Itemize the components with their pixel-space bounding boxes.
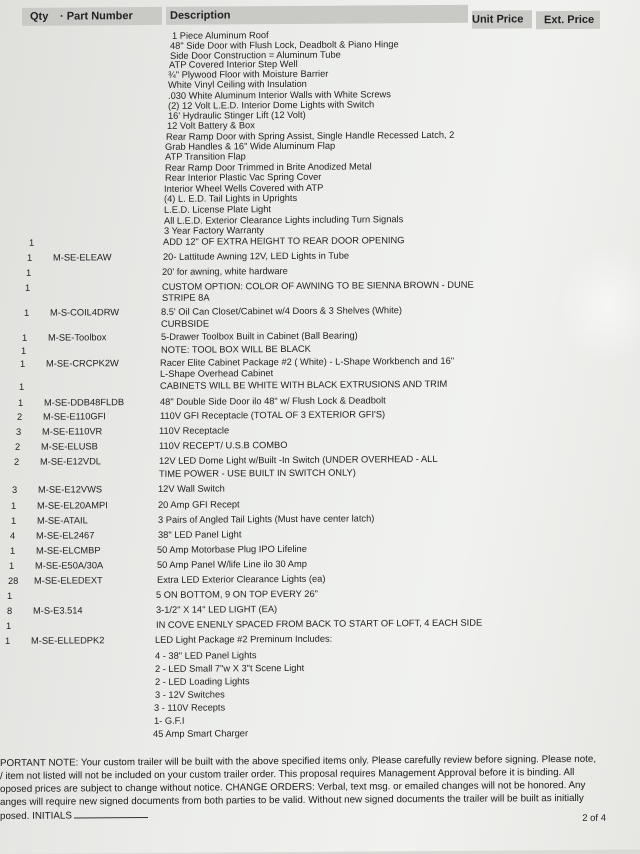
table-row (0, 631, 640, 647)
description-cell: LED Light Package #2 Preminum Includes: (155, 633, 333, 645)
description-cell: 3 Pairs of Angled Tail Lights (Must have center latch) (158, 513, 375, 525)
qty-cell: 1 (19, 381, 25, 392)
table-row (0, 480, 640, 496)
description-cell: L-Shape Overhead Cabinet (160, 368, 274, 379)
description-cell: 8.5' Oil Can Closet/Cabinet w/4 Doors & 3 Shelves (White) (161, 305, 403, 317)
description-cell: 45 Amp Smart Charger (153, 728, 249, 739)
description-cell: All L.E.D. Exterior Clearance Lights including Turn Signals (164, 214, 404, 226)
part-number-cell: M-SE-ELEAW (53, 252, 112, 263)
description-cell: L.E.D. License Plate Light (164, 204, 271, 215)
qty-cell: 1 (21, 345, 27, 356)
qty-cell: 1 (27, 252, 33, 263)
description-cell: (4) L. E.D. Tail Lights in Uprights (164, 192, 298, 204)
table-row (0, 586, 640, 602)
description-cell: 12V Wall Switch (158, 483, 225, 494)
qty-cell: 1 (20, 358, 26, 369)
qty-cell: 1 (7, 590, 13, 601)
notice-line-2: / item not listed will not be included on your custom trailer order. This proposal requires Management Approval before it is binding. All (0, 766, 575, 782)
table-row (0, 496, 640, 512)
part-number-cell: M-SE-ELLEDPK2 (31, 635, 105, 646)
qty-cell: 2 (15, 441, 21, 452)
page-number: 2 of 4 (582, 812, 606, 824)
qty-cell: 28 (8, 575, 19, 586)
part-number-cell: M-SE-E50A/30A (35, 560, 104, 571)
part-number-cell: M-SE-E12VWS (38, 484, 103, 495)
description-cell: 110V RECEPT/ U.S.B COMBO (159, 439, 288, 451)
description-cell: IN COVE ENENLY SPACED FROM BACK TO START OF LOFT, 4 EACH SIDE (156, 617, 483, 630)
column-header-description (166, 5, 468, 25)
qty-cell: 1 (6, 620, 12, 631)
header-part-number: · Part Number (60, 10, 133, 23)
description-cell: (2) 12 Volt L.E.D. Interior Dome Lights with Switch (168, 99, 375, 111)
header-unit-price: Unit Price (472, 13, 524, 26)
qty-cell: 4 (10, 530, 16, 541)
description-cell: CURBSIDE (161, 318, 210, 329)
part-number-cell: M-SE-CRCPK2W (46, 358, 119, 369)
description-cell: CUSTOM OPTION: COLOR OF AWNING TO BE SIENNA BROWN - DUNE (162, 279, 474, 292)
part-number-cell: M-SE-E110VR (42, 426, 103, 437)
notice-line-3: oposed prices are subject to change without notice. CHANGE ORDERS: Verbal, text msg. or emailed changes will not be honored. Any (0, 779, 586, 795)
description-cell: .030 White Aluminum Interior Walls with White Screws (168, 89, 391, 101)
initials-blank[interactable] (74, 808, 148, 819)
qty-cell: 1 (22, 332, 28, 343)
description-cell: ATP Transition Flap (165, 151, 246, 162)
qty-cell: 1 (25, 282, 31, 293)
qty-cell: 1 (9, 560, 15, 571)
description-cell: 3 Year Factory Warranty (164, 225, 264, 236)
table-row (0, 407, 640, 423)
description-cell: Rear Ramp Door Trimmed in Brite Anodized Metal (165, 161, 372, 173)
description-cell: 2 - LED Loading Lights (155, 676, 250, 687)
column-header-unit-price (472, 10, 532, 28)
notice-line-4: anges will require new signed documents from both parties to be valid. Without new signed documents the trailer will be built as initially (0, 792, 584, 808)
qty-cell: 1 (24, 307, 30, 318)
description-cell: 48" Double Side Door ilo 48" w/ Flush Lock & Deadbolt (160, 395, 386, 407)
table-row (0, 616, 640, 632)
qty-cell: 3 (12, 484, 18, 495)
description-cell: 50 Amp Motorbase Plug IPO Lifeline (157, 543, 307, 555)
part-number-cell: M-S-E3.514 (33, 605, 83, 616)
description-cell: 2 - LED Small 7"w X 3"t Scene Light (155, 662, 305, 674)
table-row (0, 248, 640, 264)
description-cell: TIME POWER - USE BUILT IN SWITCH ONLY) (159, 467, 356, 479)
description-cell: Grab Handles & 16" Wide Aluminum Flap (165, 140, 336, 152)
part-number-cell: M-SE-ELUSB (41, 441, 98, 452)
header-ext-price: Ext. Price (544, 13, 595, 27)
description-cell: Racer Elite Cabinet Package #2 ( White) - L-Shape Workbench and 16" (160, 355, 455, 368)
description-cell: 5 ON BOTTOM, 9 ON TOP EVERY 26" (156, 588, 318, 600)
header-description: Description (170, 9, 231, 22)
qty-cell: 1 (18, 397, 24, 408)
qty-cell: 1 (11, 500, 17, 511)
table-row (0, 437, 640, 453)
table-row (0, 541, 640, 557)
table-row (0, 526, 640, 542)
description-cell: ATP Covered Interior Step Well (169, 58, 298, 70)
description-cell: 20' for awning, white hardware (162, 265, 288, 277)
description-cell: 50 Amp Panel W/life Line ilo 30 Amp (157, 558, 307, 570)
header-qty: Qty (30, 10, 49, 23)
description-cell: 12V LED Dome Light w/Built -In Switch (UNDER OVERHEAD - ALL (159, 453, 438, 466)
light-glare (560, 246, 640, 367)
part-number-cell: M-S-COIL4DRW (50, 307, 120, 318)
description-cell: 5-Drawer Toolbox Built in Cabinet (Ball Bearing) (161, 330, 358, 342)
description-cell: 12 Volt Battery & Box (167, 120, 255, 131)
description-cell: Interior Wheel Wells Covered with ATP (164, 182, 324, 194)
table-row (0, 511, 640, 527)
description-cell: Extra LED Exterior Clearance Lights (ea) (157, 573, 326, 585)
notice-line-1: PORTANT NOTE: Your custom trailer will be built with the above specified items only. Please carefully review before signing. Please note, (0, 753, 597, 769)
initials-label: posed. INITIALS (0, 810, 72, 822)
description-cell: 3-1/2" X 14" LED LIGHT (EA) (156, 604, 278, 615)
description-cell: STRIPE 8A (162, 292, 210, 303)
qty-cell: 1 (11, 515, 17, 526)
description-cell: 4 - 38" LED Panel Lights (155, 650, 257, 661)
description-cell: Rear Interior Plastic Vac Spring Cover (165, 171, 322, 183)
table-row (0, 422, 640, 438)
description-cell: 20- Lattitude Awning 12V, LED Lights in Tube (163, 250, 350, 262)
part-number-cell: M-SE-Toolbox (48, 332, 107, 343)
description-cell: Rear Ramp Door with Spring Assist, Single Handle Recessed Latch, 2 (166, 129, 455, 142)
description-cell: 3 - 110V Recepts (154, 702, 226, 713)
qty-cell: 1 (26, 267, 32, 278)
part-number-cell: M-SE-ATAIL (37, 515, 88, 526)
qty-cell: 1 (10, 545, 16, 556)
qty-cell: 2 (17, 411, 23, 422)
table-row (0, 263, 640, 279)
description-cell: ADD 12" OF EXTRA HEIGHT TO REAR DOOR OPENING (163, 235, 405, 247)
description-cell: 1- G.F.I (154, 715, 185, 726)
part-number-cell: M-SE-EL2467 (36, 530, 95, 541)
description-cell: 1 Piece Aluminum Roof (172, 30, 269, 41)
part-number-cell: M-SE-ELCMBP (36, 545, 101, 556)
description-cell: White Vinyl Ceiling with Insulation (168, 78, 307, 90)
part-number-cell: M-SE-E110GFI (43, 411, 106, 422)
qty-cell: 3 (16, 426, 22, 437)
table-row (0, 601, 640, 617)
description-cell: 3 - 12V Switches (155, 689, 225, 700)
part-number-cell: M-SE-EL20AMPI (37, 500, 108, 511)
part-number-cell: M-SE-ELEDEXT (34, 575, 103, 586)
part-number-cell: M-SE-E12VDL (40, 456, 101, 467)
description-cell: CABINETS WILL BE WHITE WITH BLACK EXTRUSIONS AND TRIM (160, 378, 448, 391)
description-cell: 38" LED Panel Light (158, 529, 242, 540)
column-header-qty-part (22, 7, 162, 26)
qty-cell: 1 (5, 635, 11, 646)
description-cell: NOTE: TOOL BOX WILL BE BLACK (161, 343, 311, 355)
description-cell: 16' Hydraulic Stinger Lift (12 Volt) (168, 109, 306, 121)
part-number-cell: M-SE-DDB48FLDB (44, 397, 125, 408)
table-row (0, 571, 640, 587)
description-cell: 48" Side Door with Flush Lock, Deadbolt & Piano Hinge (170, 39, 399, 51)
qty-cell: 8 (7, 605, 13, 616)
qty-cell: 1 (29, 237, 35, 248)
qty-cell: 2 (14, 456, 20, 467)
description-cell: Side Door Construction = Aluminum Tube (170, 49, 341, 61)
table-row (0, 556, 640, 572)
description-cell: 110V GFI Receptacle (TOTAL OF 3 EXTERIOR GFI'S) (160, 409, 386, 421)
description-cell: ¾" Plywood Floor with Moisture Barrier (168, 68, 329, 80)
description-cell: 110V Receptacle (159, 425, 230, 436)
description-cell: 20 Amp GFI Recept (158, 499, 240, 510)
